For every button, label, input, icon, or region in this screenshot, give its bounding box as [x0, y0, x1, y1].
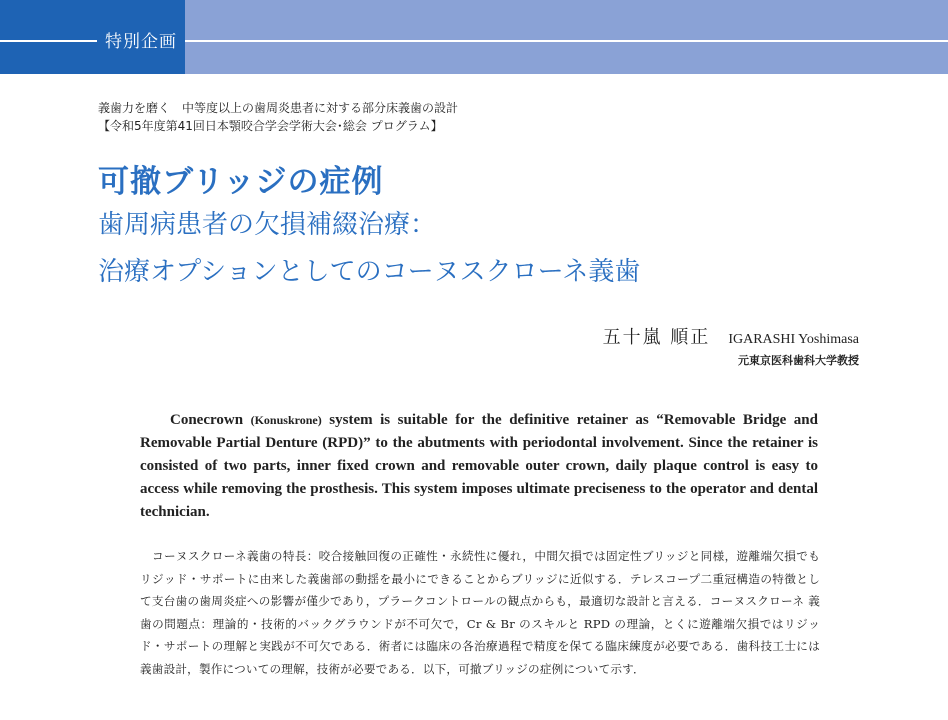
abstract-text-rest: system is suitable for the definitive retainer as “Removable Bridge and Removable Partial Denture (RPD)” to the abutments with periodontal involvement. Since the retainer is consisted of two parts, inner fixed crown and removable outer crown, daily plaque control is easy to access while removing the prosthesis. This system imposes ultimate preciseness to the operator and dental technician.: [140, 412, 818, 520]
author-byline: [603, 323, 859, 349]
author-name-en: IGARASHI Yoshimasa: [728, 332, 859, 347]
abstract-term: (Konuskrone): [250, 413, 322, 427]
series-title: 義歯力を磨く 中等度以上の歯周炎患者に対する部分床義歯の設計: [98, 101, 459, 115]
page-title: 可撤ブリッジの症例: [98, 164, 384, 200]
section-tag: 特別企画: [97, 29, 185, 55]
abstract-text-start: Conecrown: [170, 412, 251, 428]
author-name-jp: 五十嵐 順正: [602, 327, 711, 348]
english-abstract: [140, 409, 818, 524]
subtitle-line-2: 治療オプションとしてのコーヌスクローネ義歯: [98, 257, 641, 287]
program-note: 【令和5年度第41回日本顎咬合学会学術大会･総会 プログラム】: [98, 119, 443, 133]
japanese-abstract: コーヌスクローネ義歯の特長：咬合接触回復の正確性・永続性に優れ，中間欠損では固定性ブリッジと同様，遊離端欠損でもリジッド・サポートに由来した義歯部の動揺を最小にできることからブリッジに近似する．テレスコープ二重冠構造の特徴として支台歯の歯周炎症への影響が僅少であり，プラークコントロールの観点からも，最適切な設計と言える．コーヌスクローネ 義歯の問題点：理論的・技術的バックグラウンドが不可欠で，Cr & Br のスキルと RPD の理論，とくに遊離端欠損ではリジッド・サポートの理解と実践が不可欠である．術者には臨床の各治療過程で精度を保てる臨床練度が必要である．歯科技工士には義歯設計，製作についての理解，技術が必要である．以下，可撤ブリッジの症例について示す．: [140, 549, 820, 676]
subtitle-line-1: 歯周病患者の欠損補綴治療：: [98, 210, 437, 240]
author-affiliation: 元東京医科歯科大学教授: [738, 354, 859, 367]
